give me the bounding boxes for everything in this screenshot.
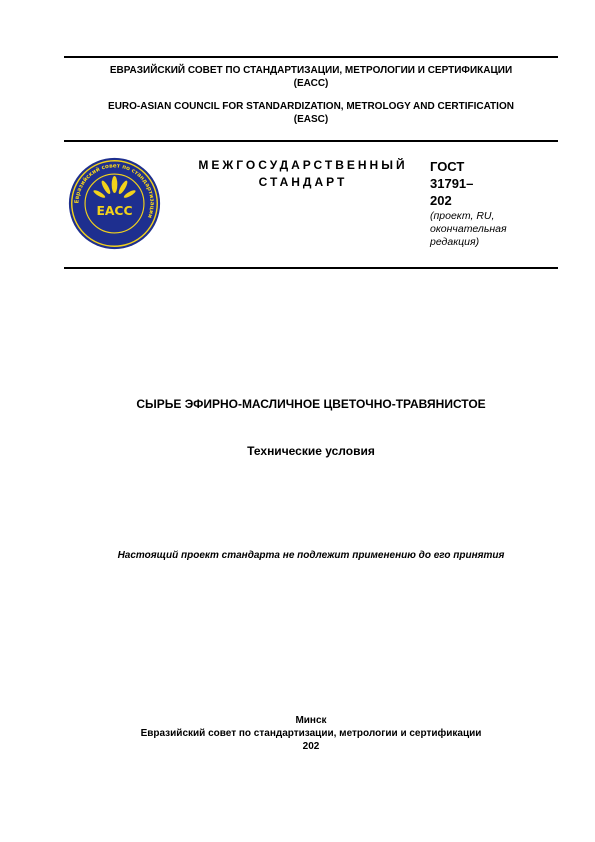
gost-label: ГОСТ (430, 159, 465, 174)
draft-note-line1: (проект, RU, (430, 210, 495, 222)
council-name-ru (64, 64, 558, 90)
header-divider-rule (64, 140, 558, 142)
easc-logo (67, 156, 162, 251)
imprint-city: Минск (295, 715, 327, 726)
top-rule (64, 56, 558, 58)
gost-year: 202 (430, 193, 452, 208)
imprint-publisher: Евразийский совет по стандартизации, метрологии и сертификации (140, 728, 482, 739)
standard-type-line2: СТАНДАРТ (258, 175, 348, 189)
gost-number: 31791– (430, 176, 474, 191)
council-name-en-line1: EURO-ASIAN COUNCIL FOR STANDARDIZATION, METROLOGY AND CERTIFICATION (108, 101, 514, 112)
imprint-year: 202 (302, 741, 320, 752)
imprint (0, 714, 595, 753)
document-subtitle: Технические условия (247, 444, 375, 458)
logo-ring-text: Евразийский совет по стандартизации (74, 163, 155, 219)
council-abbr-ru: (ЕАСС) (293, 78, 329, 89)
document-title: СЫРЬЕ ЭФИРНО-МАСЛИЧНОЕ ЦВЕТОЧНО-ТРАВЯНИСТОЕ (136, 397, 486, 411)
council-name-en (64, 100, 558, 126)
draft-status-note (430, 210, 550, 249)
standard-type-line1: МЕЖГОСУДАРСТВЕННЫЙ (198, 158, 408, 172)
council-abbr-en: (EASC) (293, 114, 329, 125)
easc-emblem-icon (67, 156, 162, 251)
gost-designation (430, 158, 550, 209)
standard-type (186, 157, 420, 191)
draft-note-line3: редакция) (430, 236, 480, 248)
logo-text: EACC (96, 203, 133, 218)
draft-notice: Настоящий проект стандарта не подлежит применению до его принятия (117, 550, 505, 561)
draft-note-line2: окончательная (430, 223, 507, 235)
standard-block-rule (64, 267, 558, 269)
council-name-ru-line1: ЕВРАЗИЙСКИЙ СОВЕТ ПО СТАНДАРТИЗАЦИИ, МЕТРОЛОГИИ И СЕРТИФИКАЦИИ (109, 65, 513, 76)
